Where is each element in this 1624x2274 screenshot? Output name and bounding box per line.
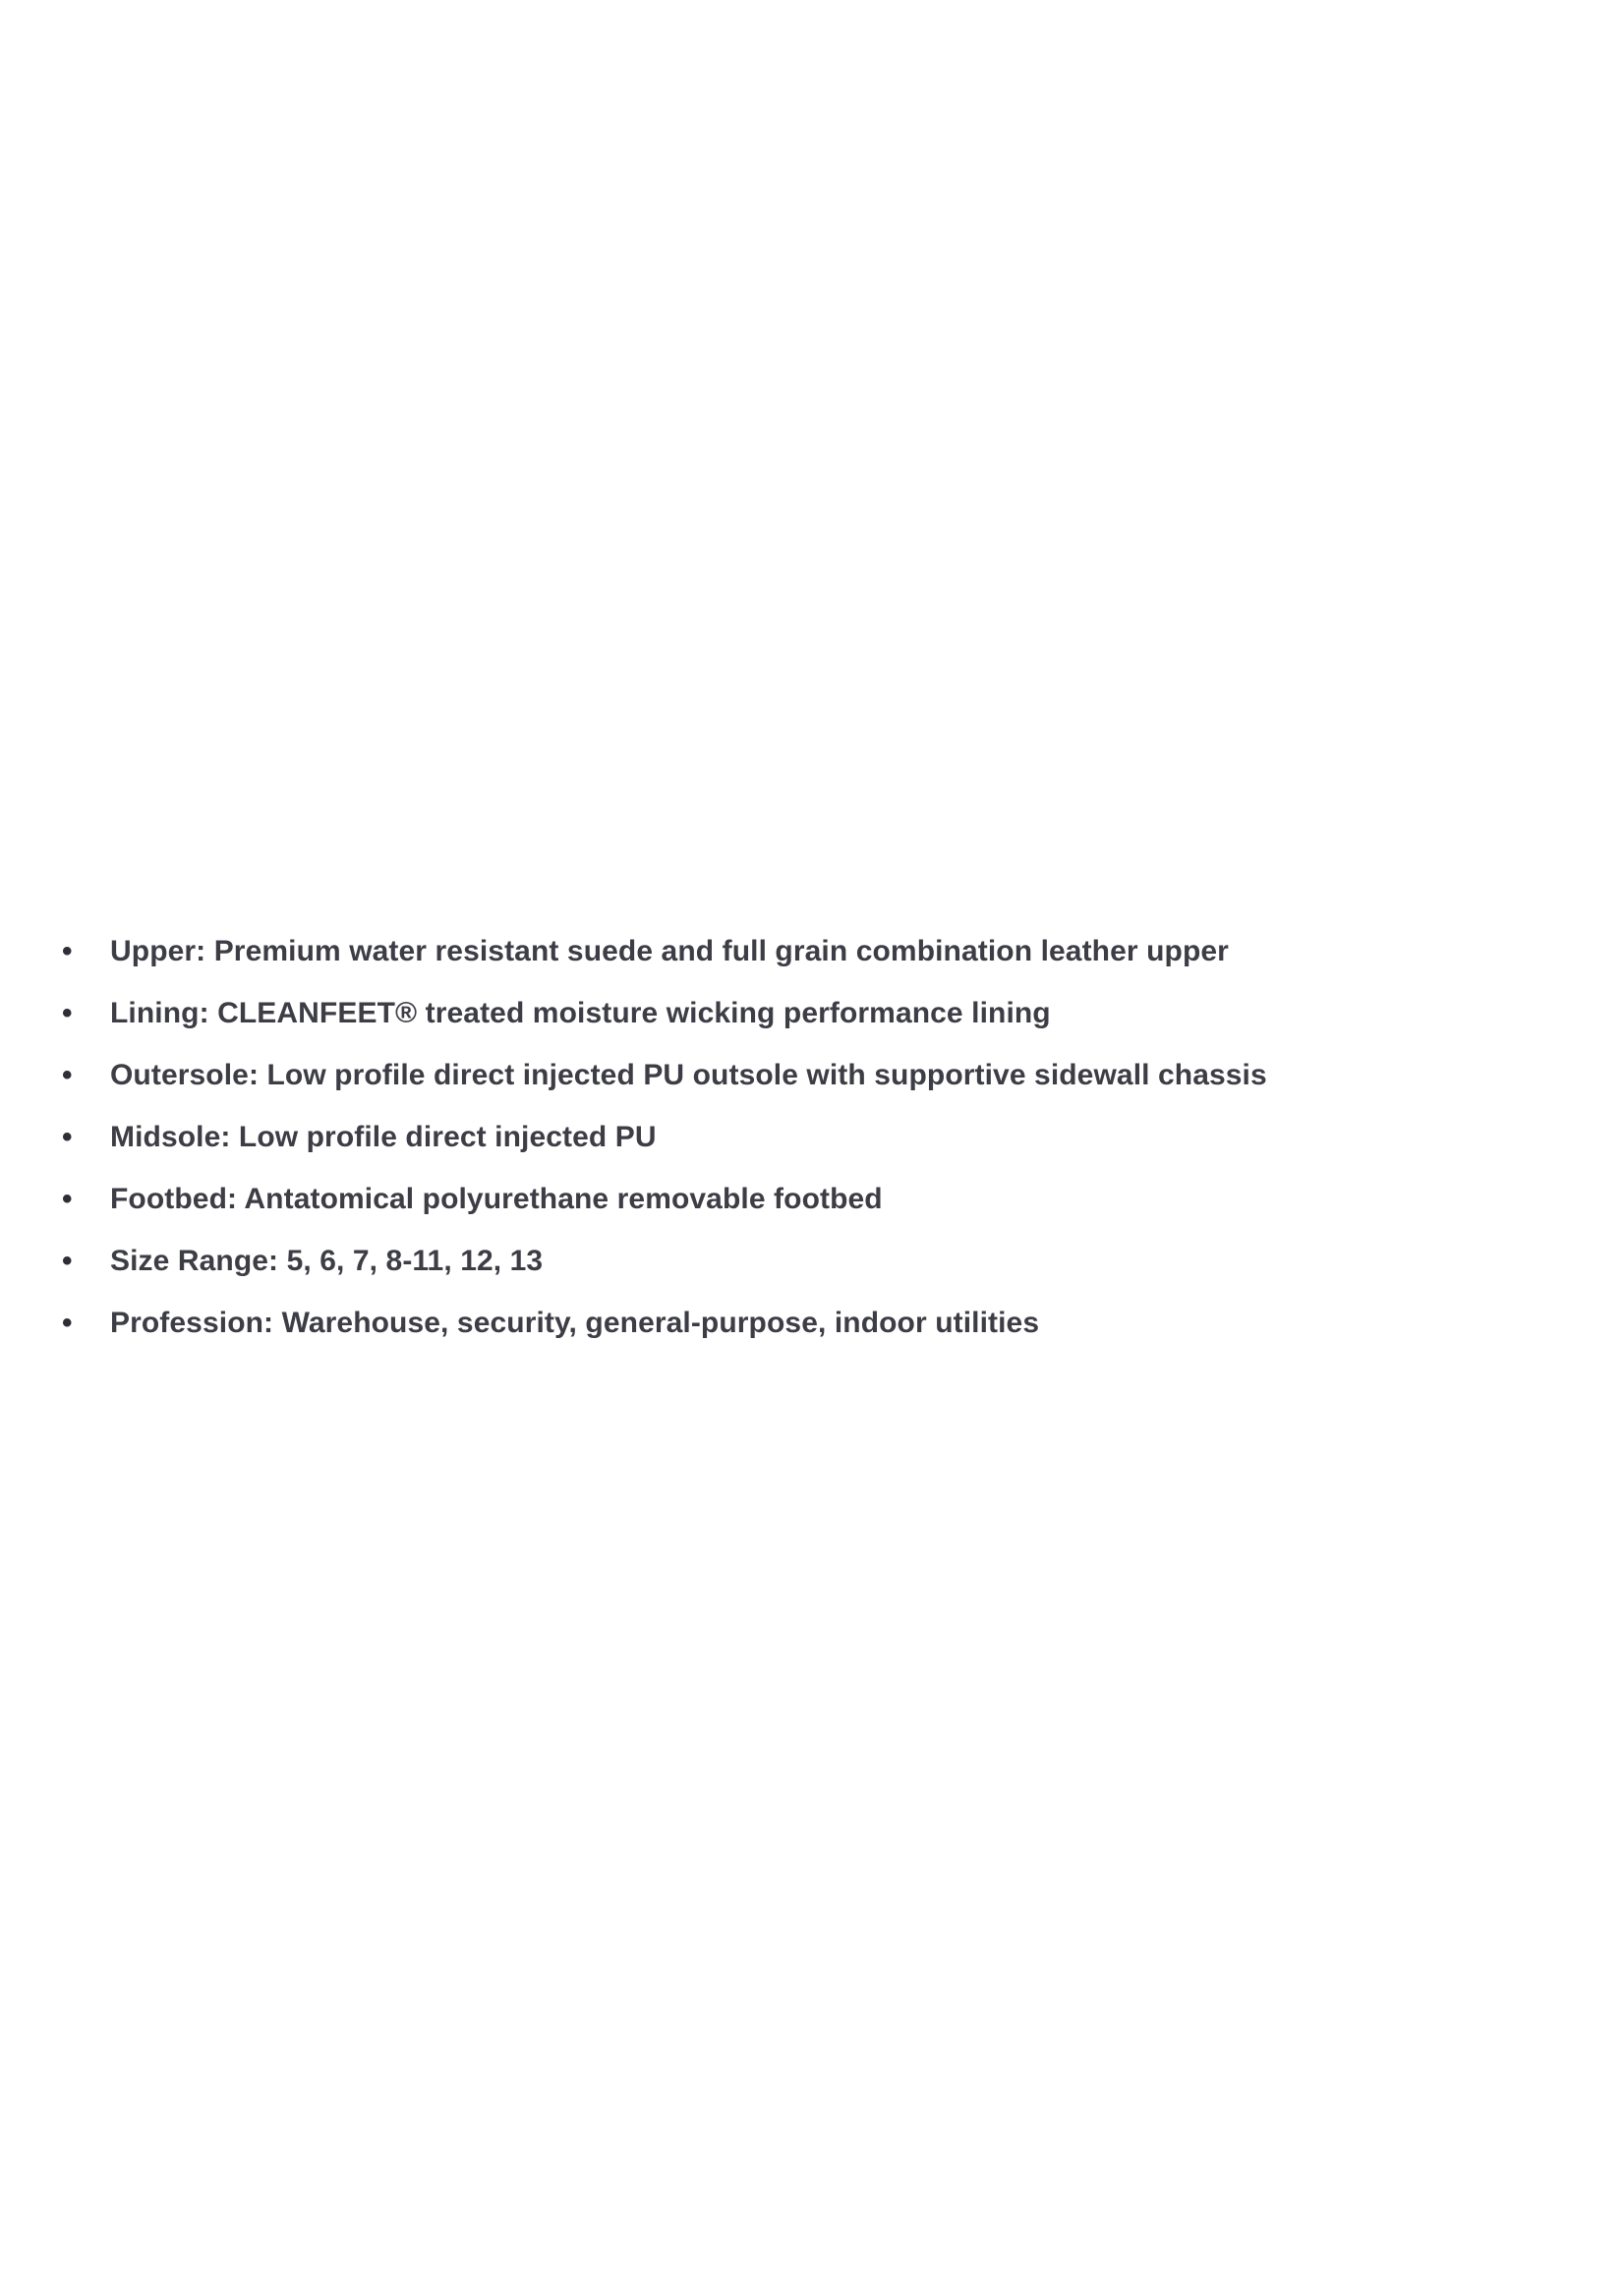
feature-text: Upper: Premium water resistant suede and full grain combination leather upper [110,935,1229,967]
bullet-icon: • [62,1245,73,1277]
bullet-icon: • [62,1121,73,1153]
feature-text: Footbed: Antatomical polyurethane removable footbed [110,1183,883,1215]
product-features-section [62,920,1556,1354]
bullet-icon: • [62,1183,73,1215]
list-item [62,1168,1556,1230]
bullet-icon: • [62,1307,73,1339]
product-features-list [62,920,1556,1354]
list-item [62,1044,1556,1106]
bullet-icon: • [62,935,73,967]
feature-text: Size Range: 5, 6, 7, 8-11, 12, 13 [110,1245,544,1277]
feature-text: Midsole: Low profile direct injected PU [110,1121,657,1153]
feature-text: Outersole: Low profile direct injected PU outsole with supportive sidewall chassis [110,1059,1267,1091]
bullet-icon: • [62,997,73,1029]
list-item [62,1230,1556,1292]
list-item [62,1292,1556,1354]
list-item [62,982,1556,1044]
feature-text: Profession: Warehouse, security, general-purpose, indoor utilities [110,1307,1040,1339]
list-item [62,1106,1556,1168]
feature-text: Lining: CLEANFEET® treated moisture wicking performance lining [110,997,1051,1029]
list-item [62,920,1556,982]
bullet-icon: • [62,1059,73,1091]
